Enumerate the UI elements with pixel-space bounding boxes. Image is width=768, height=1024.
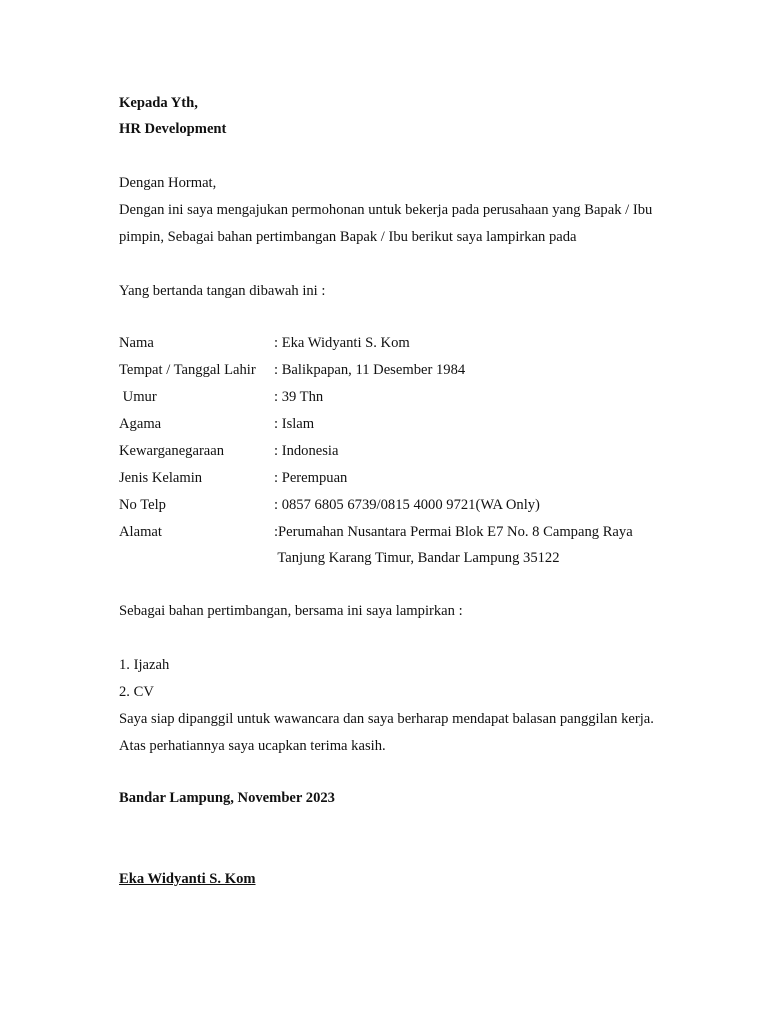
attachments-intro: Sebagai bahan pertimbangan, bersama ini saya lampirkan : [119, 603, 463, 619]
attachment-item-ijazah: 1. Ijazah [119, 657, 170, 673]
greeting: Dengan Hormat, [119, 175, 217, 191]
field-label-birth: Tempat / Tanggal Lahir [119, 362, 256, 378]
field-label-citizenship: Kewarganegaraan [119, 443, 225, 459]
field-value-birth: : Balikpapan, 11 Desember 1984 [274, 362, 466, 378]
recipient-line-2: HR Development [119, 121, 227, 137]
field-value-citizenship: : Indonesia [274, 443, 339, 459]
field-label-religion: Agama [119, 416, 162, 432]
closing-line-1: Saya siap dipanggil untuk wawancara dan saya berharap mendapat balasan panggilan kerja. [119, 711, 654, 727]
field-label-name: Nama [119, 335, 154, 351]
field-value-phone: : 0857 6805 6739/0815 4000 9721(WA Only) [274, 497, 540, 513]
field-value-address: :Perumahan Nusantara Permai Blok E7 No. 8 Campang Raya [274, 524, 633, 540]
field-label-age: Umur [119, 389, 157, 405]
field-value-age: : 39 Thn [274, 389, 324, 405]
field-value-gender: : Perempuan [274, 470, 348, 486]
field-value-address-line-2: Tanjung Karang Timur, Bandar Lampung 35122 [274, 550, 560, 566]
place-date: Bandar Lampung, November 2023 [119, 790, 335, 806]
intro-line-1: Dengan ini saya mengajukan permohonan untuk bekerja pada perusahaan yang Bapak / Ibu [119, 202, 653, 218]
field-value-name: : Eka Widyanti S. Kom [274, 335, 410, 351]
recipient-line-1: Kepada Yth, [119, 95, 198, 111]
signature-name: Eka Widyanti S. Kom [119, 871, 256, 887]
field-label-address: Alamat [119, 524, 162, 540]
intro-line-2: pimpin, Sebagai bahan pertimbangan Bapak / Ibu berikut saya lampirkan pada [119, 229, 577, 245]
closing-line-2: Atas perhatiannya saya ucapkan terima kasih. [119, 738, 386, 754]
field-label-gender: Jenis Kelamin [119, 470, 203, 486]
field-value-religion: : Islam [274, 416, 315, 432]
field-label-phone: No Telp [119, 497, 166, 513]
attachment-item-cv: 2. CV [119, 684, 154, 700]
signatory-intro: Yang bertanda tangan dibawah ini : [119, 283, 326, 299]
